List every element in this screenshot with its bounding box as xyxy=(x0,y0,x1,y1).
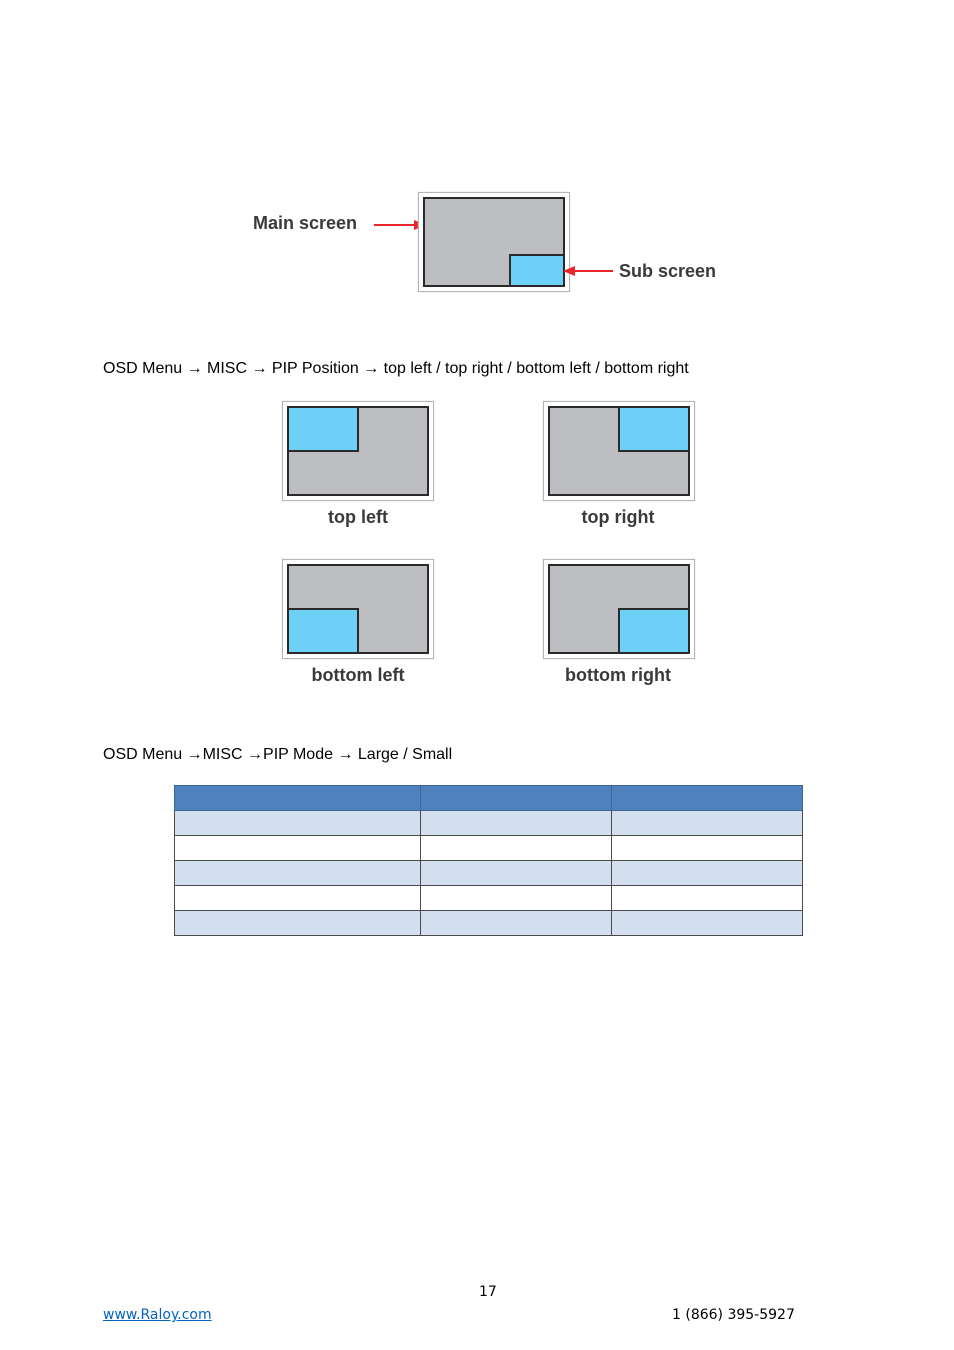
caption-bottom-left: bottom left xyxy=(311,665,405,685)
sub-screen xyxy=(509,254,565,287)
sub-screen-label: Sub screen xyxy=(619,261,717,281)
table-row xyxy=(175,861,803,886)
table-cell xyxy=(175,911,421,936)
main-screen-label: Main screen xyxy=(253,213,358,233)
table-cell xyxy=(175,811,421,836)
table-cell xyxy=(175,786,421,811)
caption-top-right: top right xyxy=(581,507,655,527)
table-cell xyxy=(175,886,421,911)
table-row xyxy=(175,911,803,936)
sub-bottom-left xyxy=(287,608,359,654)
table-cell xyxy=(175,861,421,886)
website-link[interactable]: www.Raloy.com xyxy=(103,1307,212,1323)
table-cell xyxy=(421,811,612,836)
sub-screen-arrow-icon xyxy=(561,264,615,278)
caption-bottom-right: bottom right xyxy=(565,665,671,685)
sub-top-left xyxy=(287,406,359,452)
table-row xyxy=(175,836,803,861)
page-number: 17 xyxy=(479,1284,497,1300)
table-cell xyxy=(421,911,612,936)
pip-mode-instruction: OSD Menu →MISC →PIP Mode → Large / Small xyxy=(103,746,453,763)
table-cell xyxy=(421,786,612,811)
table-cell xyxy=(421,836,612,861)
table-cell xyxy=(612,811,803,836)
table-cell xyxy=(421,861,612,886)
table-cell xyxy=(421,886,612,911)
pip-position-instruction: OSD Menu → MISC → PIP Position → top left / top right / bottom left / bottom right xyxy=(103,360,689,377)
sub-bottom-right xyxy=(618,608,690,654)
pip-mode-table xyxy=(174,785,803,936)
table-header-row xyxy=(175,786,803,811)
table-cell xyxy=(612,786,803,811)
table-cell xyxy=(612,911,803,936)
phone-number: 1 (866) 395-5927 xyxy=(672,1307,795,1323)
sub-top-right xyxy=(618,406,690,452)
table-row xyxy=(175,811,803,836)
table-cell xyxy=(612,836,803,861)
table-cell xyxy=(612,886,803,911)
table-cell xyxy=(175,836,421,861)
table-row xyxy=(175,886,803,911)
table-cell xyxy=(612,861,803,886)
caption-top-left: top left xyxy=(328,507,388,527)
